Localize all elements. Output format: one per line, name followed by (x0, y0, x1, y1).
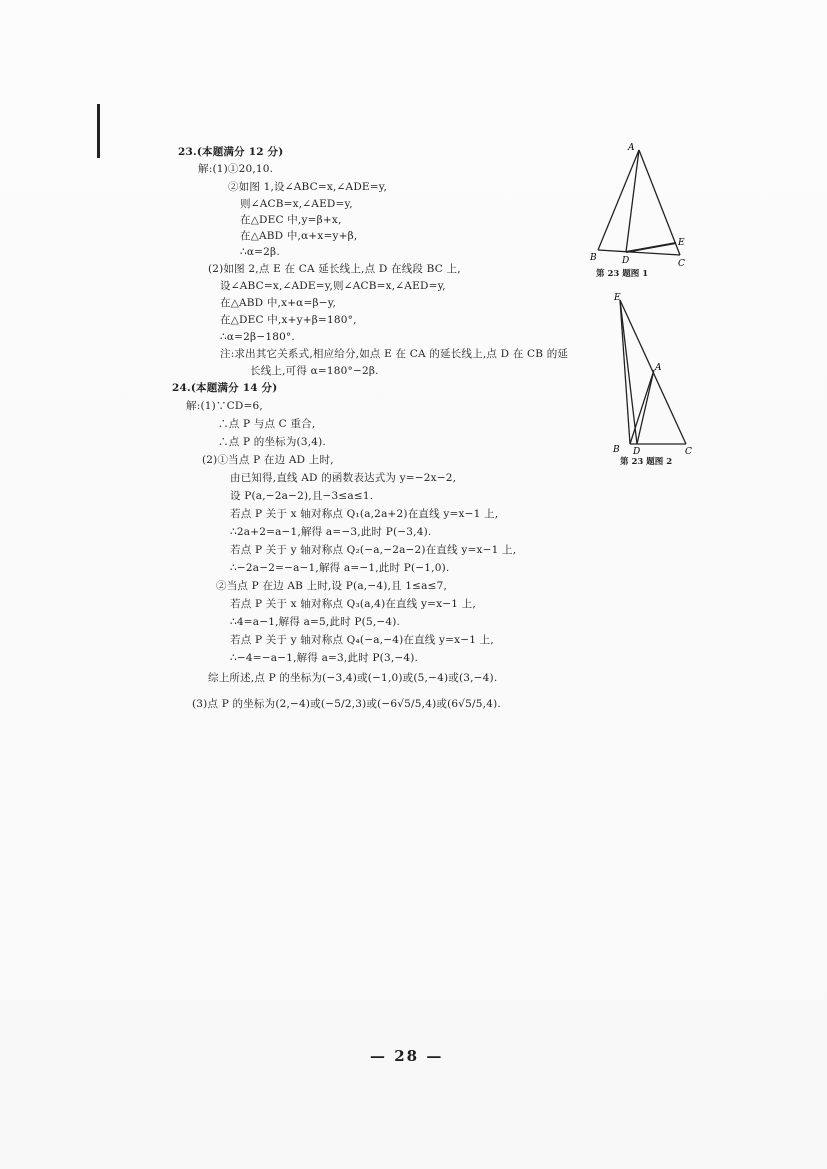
q24-line: 若点 P 关于 x 轴对称点 Q₁(a,2a+2)在直线 y=x−1 上, (230, 508, 499, 520)
q24-line: (3)点 P 的坐标为(2,−4)或(−5/2,3)或(−6√5/5,4)或(6√5/5,4). (192, 698, 501, 710)
margin-mark (97, 104, 100, 158)
q23-line: 设∠ABC=x,∠ADE=y,则∠ACB=x,∠AED=y, (220, 280, 446, 292)
q23-line: 在△DEC 中,x+y+β=180°, (220, 314, 357, 326)
fig1-label-d: D (622, 256, 630, 266)
q24-line: ②当点 P 在边 AB 上时,设 P(a,−4),且 1≤a≤7, (216, 580, 448, 592)
q24-line: 若点 P 关于 y 轴对称点 Q₂(−a,−2a−2)在直线 y=x−1 上, (230, 544, 517, 556)
q23-line: 在△ABD 中,α+x=y+β, (240, 230, 358, 242)
q24-line: 解:(1)∵CD=6, (186, 400, 263, 412)
q24-line: ∴点 P 与点 C 重合, (218, 418, 316, 430)
fig2-label-a: A (655, 363, 662, 373)
q24-line: 若点 P 关于 y 轴对称点 Q₄(−a,−4)在直线 y=x−1 上, (230, 634, 494, 646)
q24-line: (2)①当点 P 在边 AD 上时, (202, 454, 334, 466)
q24-header: 24.(本题满分 14 分) (172, 382, 278, 394)
figure-1 (590, 142, 702, 279)
fig1-label-b: B (590, 253, 597, 263)
fig2-label-b: B (613, 445, 620, 455)
q23-line: 注:求出其它关系式,相应给分,如点 E 在 CA 的延长线上,点 D 在 CB 的延 (220, 348, 569, 360)
q24-line: ∴2a+2=a−1,解得 a=−3,此时 P(−3,4). (230, 526, 432, 538)
q23-line: (2)如图 2,点 E 在 CA 延长线上,点 D 在线段 BC 上, (208, 263, 461, 275)
fig2-label-c: C (685, 447, 692, 457)
figure-2 (608, 292, 698, 467)
q24-line: ∴点 P 的坐标为(3,4). (218, 436, 326, 448)
q23-line: 长线上,可得 α=180°−2β. (250, 365, 379, 377)
fig2-label-e: E (614, 293, 621, 303)
figure-1-caption: 第 23 题图 1 (596, 269, 649, 279)
q23-line: 在△ABD 中,x+α=β−y, (220, 297, 337, 309)
q23-line: 解:(1)①20,10. (198, 163, 274, 175)
figure-2-caption: 第 23 题图 2 (620, 457, 673, 467)
q23-line: ∴α=2β−180°. (220, 331, 295, 343)
q23-line: ②如图 1,设∠ABC=x,∠ADE=y, (228, 181, 388, 193)
q23-header: 23.(本题满分 12 分) (178, 146, 284, 158)
q24-line: 综上所述,点 P 的坐标为(−3,4)或(−1,0)或(5,−4)或(3,−4). (208, 672, 498, 684)
q23-line: 则∠ACB=x,∠AED=y, (240, 198, 353, 210)
q24-line: ∴4=a−1,解得 a=5,此时 P(5,−4). (230, 616, 401, 628)
q23-line: 在△DEC 中,y=β+x, (240, 214, 342, 226)
q24-line: 由已知得,直线 AD 的函数表达式为 y=−2x−2, (230, 472, 457, 484)
fig1-label-a: A (628, 143, 635, 153)
page-number: — 28 — (370, 1047, 444, 1065)
q24-line: ∴−4=−a−1,解得 a=3,此时 P(3,−4). (230, 652, 419, 664)
fig1-label-e: E (678, 238, 685, 248)
q24-line: 设 P(a,−2a−2),且−3≤a≤1. (230, 490, 374, 502)
q24-line: ∴−2a−2=−a−1,解得 a=−1,此时 P(−1,0). (230, 562, 450, 574)
q24-line: 若点 P 关于 x 轴对称点 Q₃(a,4)在直线 y=x−1 上, (230, 598, 476, 610)
fig2-label-d: D (633, 447, 641, 457)
fig1-label-c: C (678, 259, 685, 269)
q23-line: ∴α=2β. (240, 246, 280, 258)
